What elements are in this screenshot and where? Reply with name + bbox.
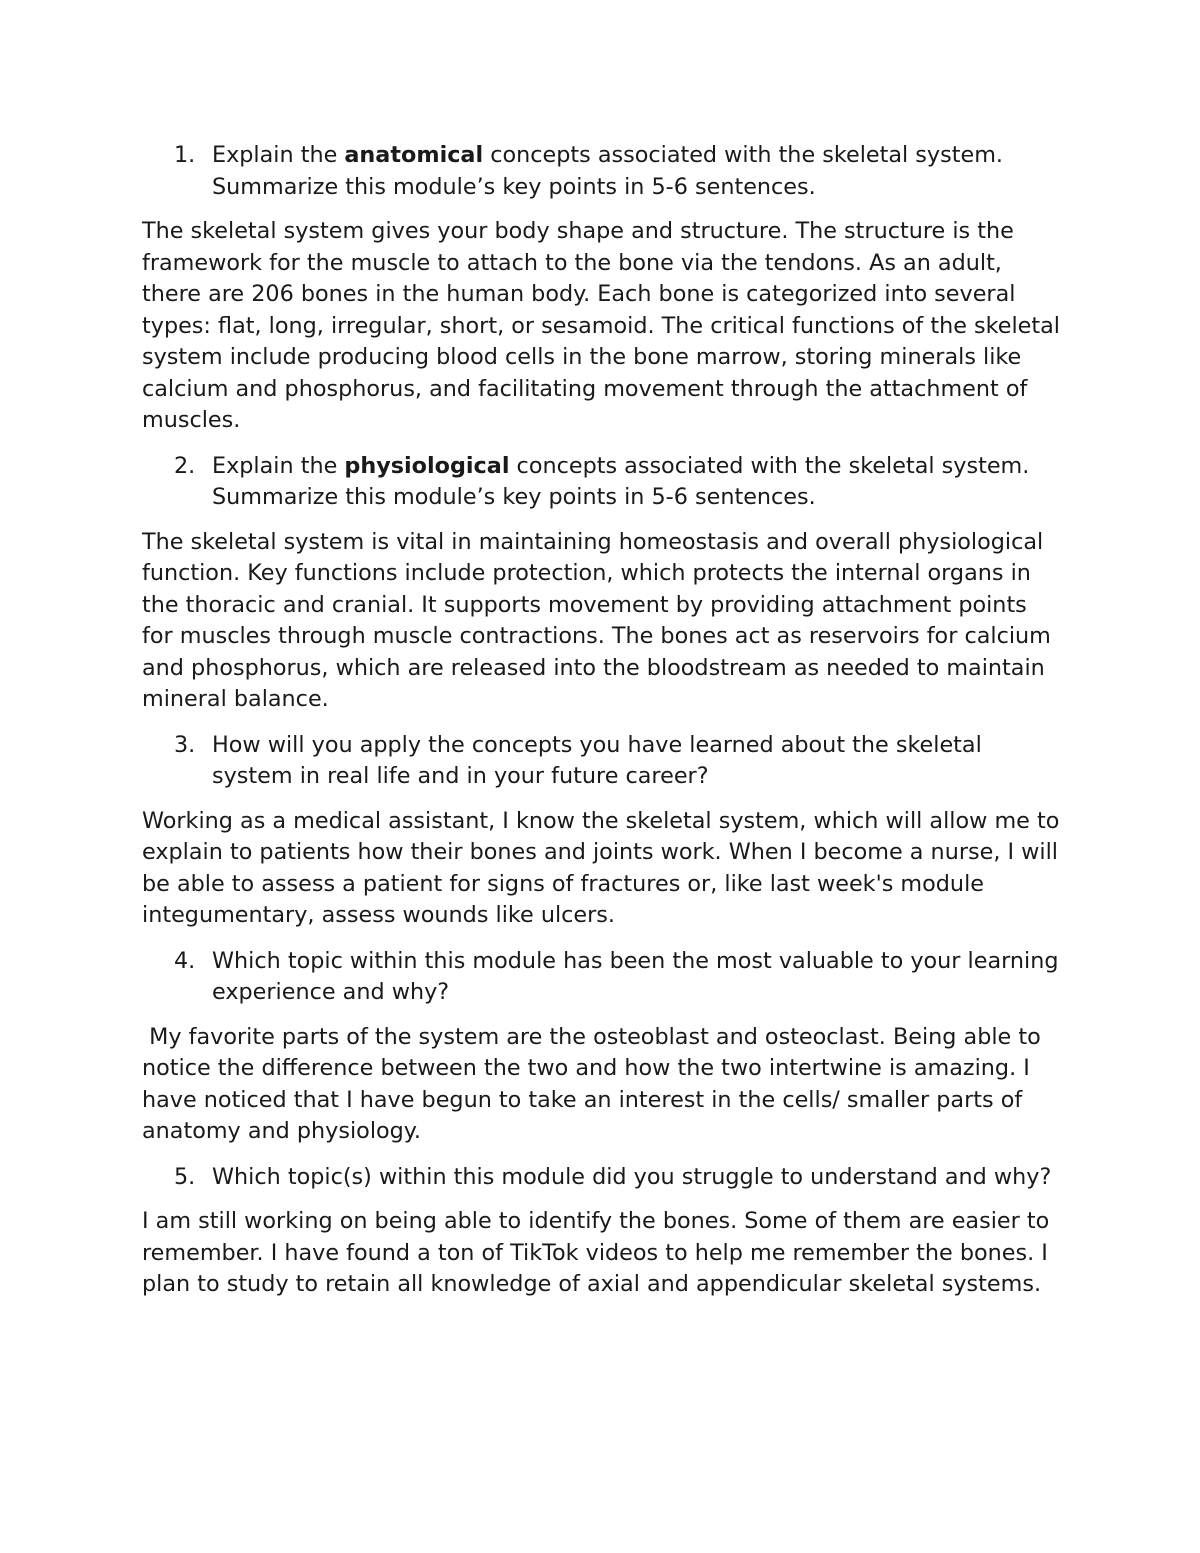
question-text: Explain the: [212, 452, 345, 479]
document-body: [142, 140, 1068, 1315]
answer-1: The skeletal system gives your body shape and structure. The structure is the framework for the muscle to attach to the bone via the tendons. As an adult, there are 206 bones in the human body. Each bone is categorized into several types: flat, long, irregular, short, or sesamoid. The critical functions of the skeletal system include producing blood cells in the bone marrow, storing minerals like calcium and phosphorus, and facilitating movement through the attachment of muscles.: [142, 218, 1068, 433]
answer-3: Working as a medical assistant, I know the skeletal system, which will allow me to explain to patients how their bones and joints work. When I become a nurse, I will be able to assess a patient for signs of fractures or, like last week's module integumentary, assess wounds like ulcers.: [142, 807, 1067, 928]
question-text: Explain the: [212, 142, 345, 168]
question-text: Which topic within this module has been the most valuable to your learning experience and why?: [212, 947, 1059, 1005]
question-number: 4.: [174, 947, 196, 974]
question-3: [142, 730, 1062, 793]
question-text: concepts associated with the skeletal system. Summarize this module’s key points in 5-6 sentences.: [212, 452, 1030, 510]
question-text: Which topic(s) within this module did you struggle to understand and why?: [212, 1163, 1052, 1190]
question-5: [142, 1162, 1062, 1194]
answer-5: I am still working on being able to identify the bones. Some of them are easier to remember. I have found a ton of TikTok videos to help me remember the bones. I plan to study to retain all knowledge of axial and appendicular skeletal systems.: [142, 1208, 1057, 1297]
question-number: 5.: [174, 1163, 196, 1190]
question-emphasis: physiological: [344, 452, 510, 479]
question-1: [142, 140, 1062, 203]
question-number: 3.: [174, 731, 196, 758]
question-emphasis: anatomical: [344, 142, 484, 168]
answer-4: My favorite parts of the system are the osteoblast and osteoclast. Being able to notice the difference between the two and how the two intertwine is amazing. I have noticed that I have begun to take an interest in the cells/ smaller parts of anatomy and physiology.: [142, 1023, 1048, 1144]
question-4: [142, 946, 1062, 1009]
answer-2: The skeletal system is vital in maintaining homeostasis and overall physiological function. Key functions include protection, which protects the internal organs in the thoracic and cranial. It supports movement by providing attachment points for muscles through muscle contractions. The bones act as reservoirs for calcium and phosphorus, which are released into the bloodstream as needed to maintain mineral balance.: [142, 528, 1058, 712]
question-text: concepts associated with the skeletal system. Summarize this module’s key points in 5-6 sentences.: [212, 142, 1003, 200]
question-number: 1.: [174, 142, 196, 168]
question-number: 2.: [174, 452, 196, 479]
question-2: [142, 451, 1062, 514]
question-text: How will you apply the concepts you have learned about the skeletal system in real life and in your future career?: [212, 731, 982, 789]
